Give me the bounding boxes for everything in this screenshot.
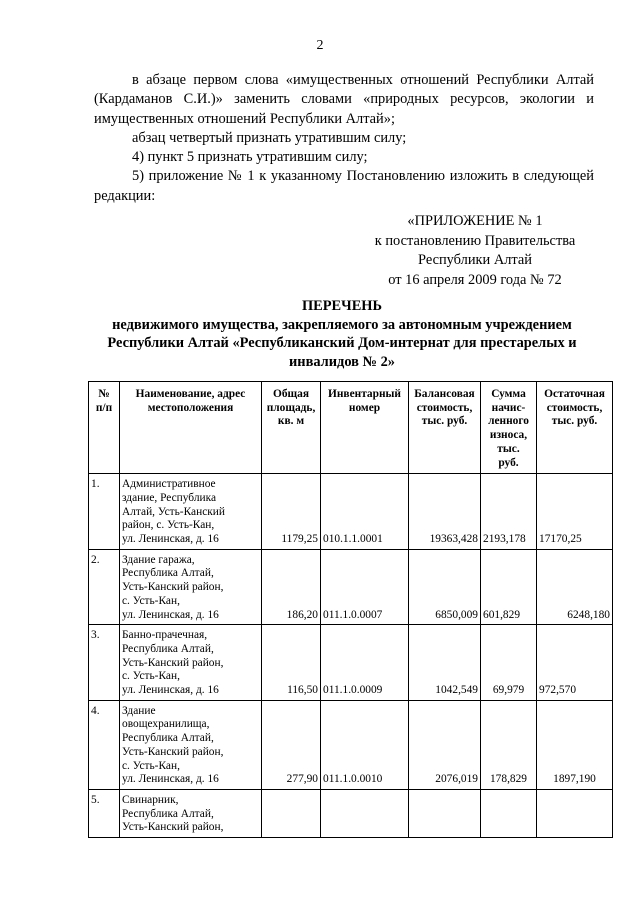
appendix-heading: [360, 212, 590, 290]
cell-inventory-number: 011.1.0.0009: [321, 625, 409, 701]
header-residual-value: Остаточная стоимость, тыс. руб.: [537, 382, 613, 474]
cell-name: Свинарник, Республика Алтай, Усть-Канский район,: [120, 789, 262, 837]
cell-residual-value: 6248,180: [537, 549, 613, 625]
cell-balance-value: 1042,549: [409, 625, 481, 701]
property-table: [88, 381, 613, 838]
cell-area: 277,90: [262, 700, 321, 789]
cell-depreciation: 2193,178: [481, 474, 537, 550]
paragraph-3: 4) пункт 5 признать утратившим силу;: [132, 149, 368, 166]
appendix-line: Республики Алтай: [418, 252, 532, 268]
cell-area: 1179,25: [262, 474, 321, 550]
appendix-line: к постановлению Правительства: [374, 232, 576, 249]
header-area: Общая площадь, кв. м: [262, 382, 321, 474]
appendix-line: от 16 апреля 2009 года № 72: [388, 271, 562, 288]
table-row: [89, 700, 613, 789]
header-name: Наименование, адрес местоположения: [120, 382, 262, 474]
cell-name: Банно-прачечная, Республика Алтай, Усть-Канский район, с. Усть-Кан, ул. Ленинская, д. 16: [120, 625, 262, 701]
table-row: [89, 789, 613, 837]
paragraph-2: абзац четвертый признать утратившим силу;: [132, 129, 407, 146]
cell-inventory-number: [321, 789, 409, 837]
cell-depreciation: 178,829: [481, 700, 537, 789]
header-inventory-number: Инвентарный номер: [321, 382, 409, 474]
cell-area: 116,50: [262, 625, 321, 701]
cell-num: 2.: [89, 549, 120, 625]
title-line: недвижимого имущества, закрепляемого за автономным учреждением: [112, 316, 572, 333]
cell-num: 1.: [89, 474, 120, 550]
cell-balance-value: [409, 789, 481, 837]
title-line: Республики Алтай «Республиканский Дом-интернат для престарелых и: [107, 335, 577, 351]
body-text: [94, 71, 594, 206]
cell-residual-value: 1897,190: [537, 700, 613, 789]
header-balance-value: Балансовая стоимость, тыс. руб.: [409, 382, 481, 474]
cell-name: Здание гаража, Республика Алтай, Усть-Канский район, с. Усть-Кан, ул. Ленинская, д. 16: [120, 549, 262, 625]
cell-area: 186,20: [262, 549, 321, 625]
paragraph-1: в абзаце первом слова «имущественных отношений Республики Алтай (Кардаманов С.И.)» заменить словами «природных ресурсов, экологии и имущественных отношений Республики Алтай»;: [94, 72, 594, 127]
paragraph-4: 5) приложение № 1 к указанному Постановлению изложить в следующей редакции:: [94, 168, 594, 204]
cell-num: 5.: [89, 789, 120, 837]
cell-depreciation: 601,829: [481, 549, 537, 625]
cell-inventory-number: 010.1.1.0001: [321, 474, 409, 550]
cell-residual-value: 17170,25: [537, 474, 613, 550]
table-row: [89, 474, 613, 550]
cell-balance-value: 6850,009: [409, 549, 481, 625]
title-line: инвалидов № 2»: [289, 353, 395, 370]
header-num: № п/п: [89, 382, 120, 474]
title-line: ПЕРЕЧЕНЬ: [301, 298, 383, 314]
cell-name: Административное здание, Республика Алтай, Усть-Канский район, с. Усть-Кан, ул. Ленинская, д. 16: [120, 474, 262, 550]
cell-num: 4.: [89, 700, 120, 789]
cell-area: [262, 789, 321, 837]
cell-residual-value: [537, 789, 613, 837]
cell-balance-value: 2076,019: [409, 700, 481, 789]
cell-name: Здание овощехранилища, Республика Алтай, Усть-Канский район, с. Усть-Кан, ул. Ленинская, д. 16: [120, 700, 262, 789]
table-header-row: [89, 382, 613, 474]
cell-num: 3.: [89, 625, 120, 701]
cell-depreciation: 69,979: [481, 625, 537, 701]
cell-balance-value: 19363,428: [409, 474, 481, 550]
table-row: [89, 625, 613, 701]
appendix-line: «ПРИЛОЖЕНИЕ № 1: [407, 213, 543, 229]
cell-inventory-number: 011.1.0.0007: [321, 549, 409, 625]
header-depreciation: Сумма начис- ленного износа, тыс. руб.: [481, 382, 537, 474]
document-title: [90, 297, 594, 371]
cell-residual-value: 972,570: [537, 625, 613, 701]
page-number: 2: [316, 38, 324, 53]
table-row: [89, 549, 613, 625]
cell-inventory-number: 011.1.0.0010: [321, 700, 409, 789]
cell-depreciation: [481, 789, 537, 837]
